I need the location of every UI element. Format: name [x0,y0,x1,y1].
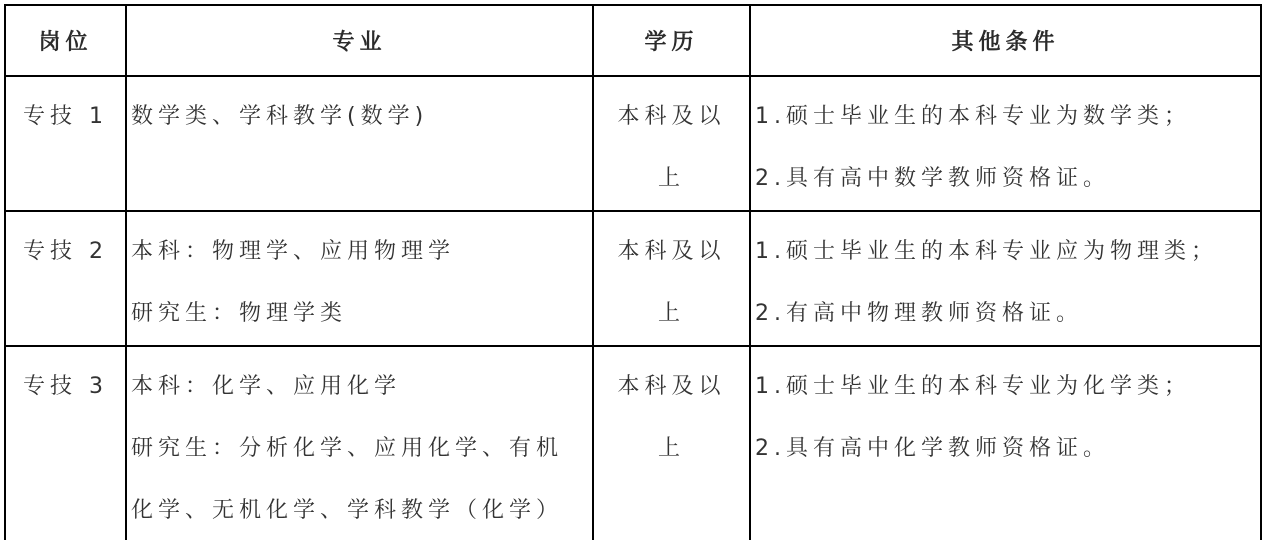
cell-line: 本科及以 [617,374,726,399]
table-row [5,76,1261,211]
cell-line: 本科：物理学、应用物理学 [131,239,456,264]
cell-line: 专技 1 [23,104,108,129]
header-conditions: 其他条件 [750,5,1261,76]
cell-line: 1.硕士毕业生的本科专业应为物理类； [755,239,1218,264]
cell-line: 2.有高中物理教师资格证。 [755,301,1083,326]
conditions-cell [750,76,1261,211]
header-major: 专业 [126,5,593,76]
cell-line: 1.硕士毕业生的本科专业为数学类； [755,104,1191,129]
cell-line: 上 [657,436,685,461]
cell-line: 专技 3 [23,374,108,399]
major-cell [126,211,593,346]
cell-line: 2.具有高中数学教师资格证。 [755,166,1110,191]
cell-line: 本科及以 [617,239,726,264]
cell-line: 本科及以 [617,104,726,129]
cell-line: 本科：化学、应用化学 [131,374,402,399]
position-cell [5,211,126,346]
header-position: 岗位 [5,5,126,76]
cell-line: 上 [657,301,685,326]
cell-line: 上 [657,166,685,191]
table-row [5,211,1261,346]
education-cell [593,211,750,346]
table-row [5,346,1261,540]
cell-line: 化学、无机化学、学科教学（化学） [131,498,564,523]
conditions-cell [750,211,1261,346]
header-education: 学历 [593,5,750,76]
education-cell [593,76,750,211]
cell-line: 2.具有高中化学教师资格证。 [755,436,1110,461]
table-header-row [5,5,1261,76]
recruitment-table [4,4,1262,540]
conditions-cell [750,346,1261,540]
cell-line: 1.硕士毕业生的本科专业为化学类； [755,374,1191,399]
education-cell [593,346,750,540]
major-cell [126,76,593,211]
cell-line: 专技 2 [23,239,108,264]
cell-line: 研究生：物理学类 [131,301,348,326]
position-cell [5,346,126,540]
cell-line: 数学类、学科教学(数学) [131,104,429,129]
cell-line: 研究生：分析化学、应用化学、有机 [131,436,564,461]
position-cell [5,76,126,211]
major-cell [126,346,593,540]
